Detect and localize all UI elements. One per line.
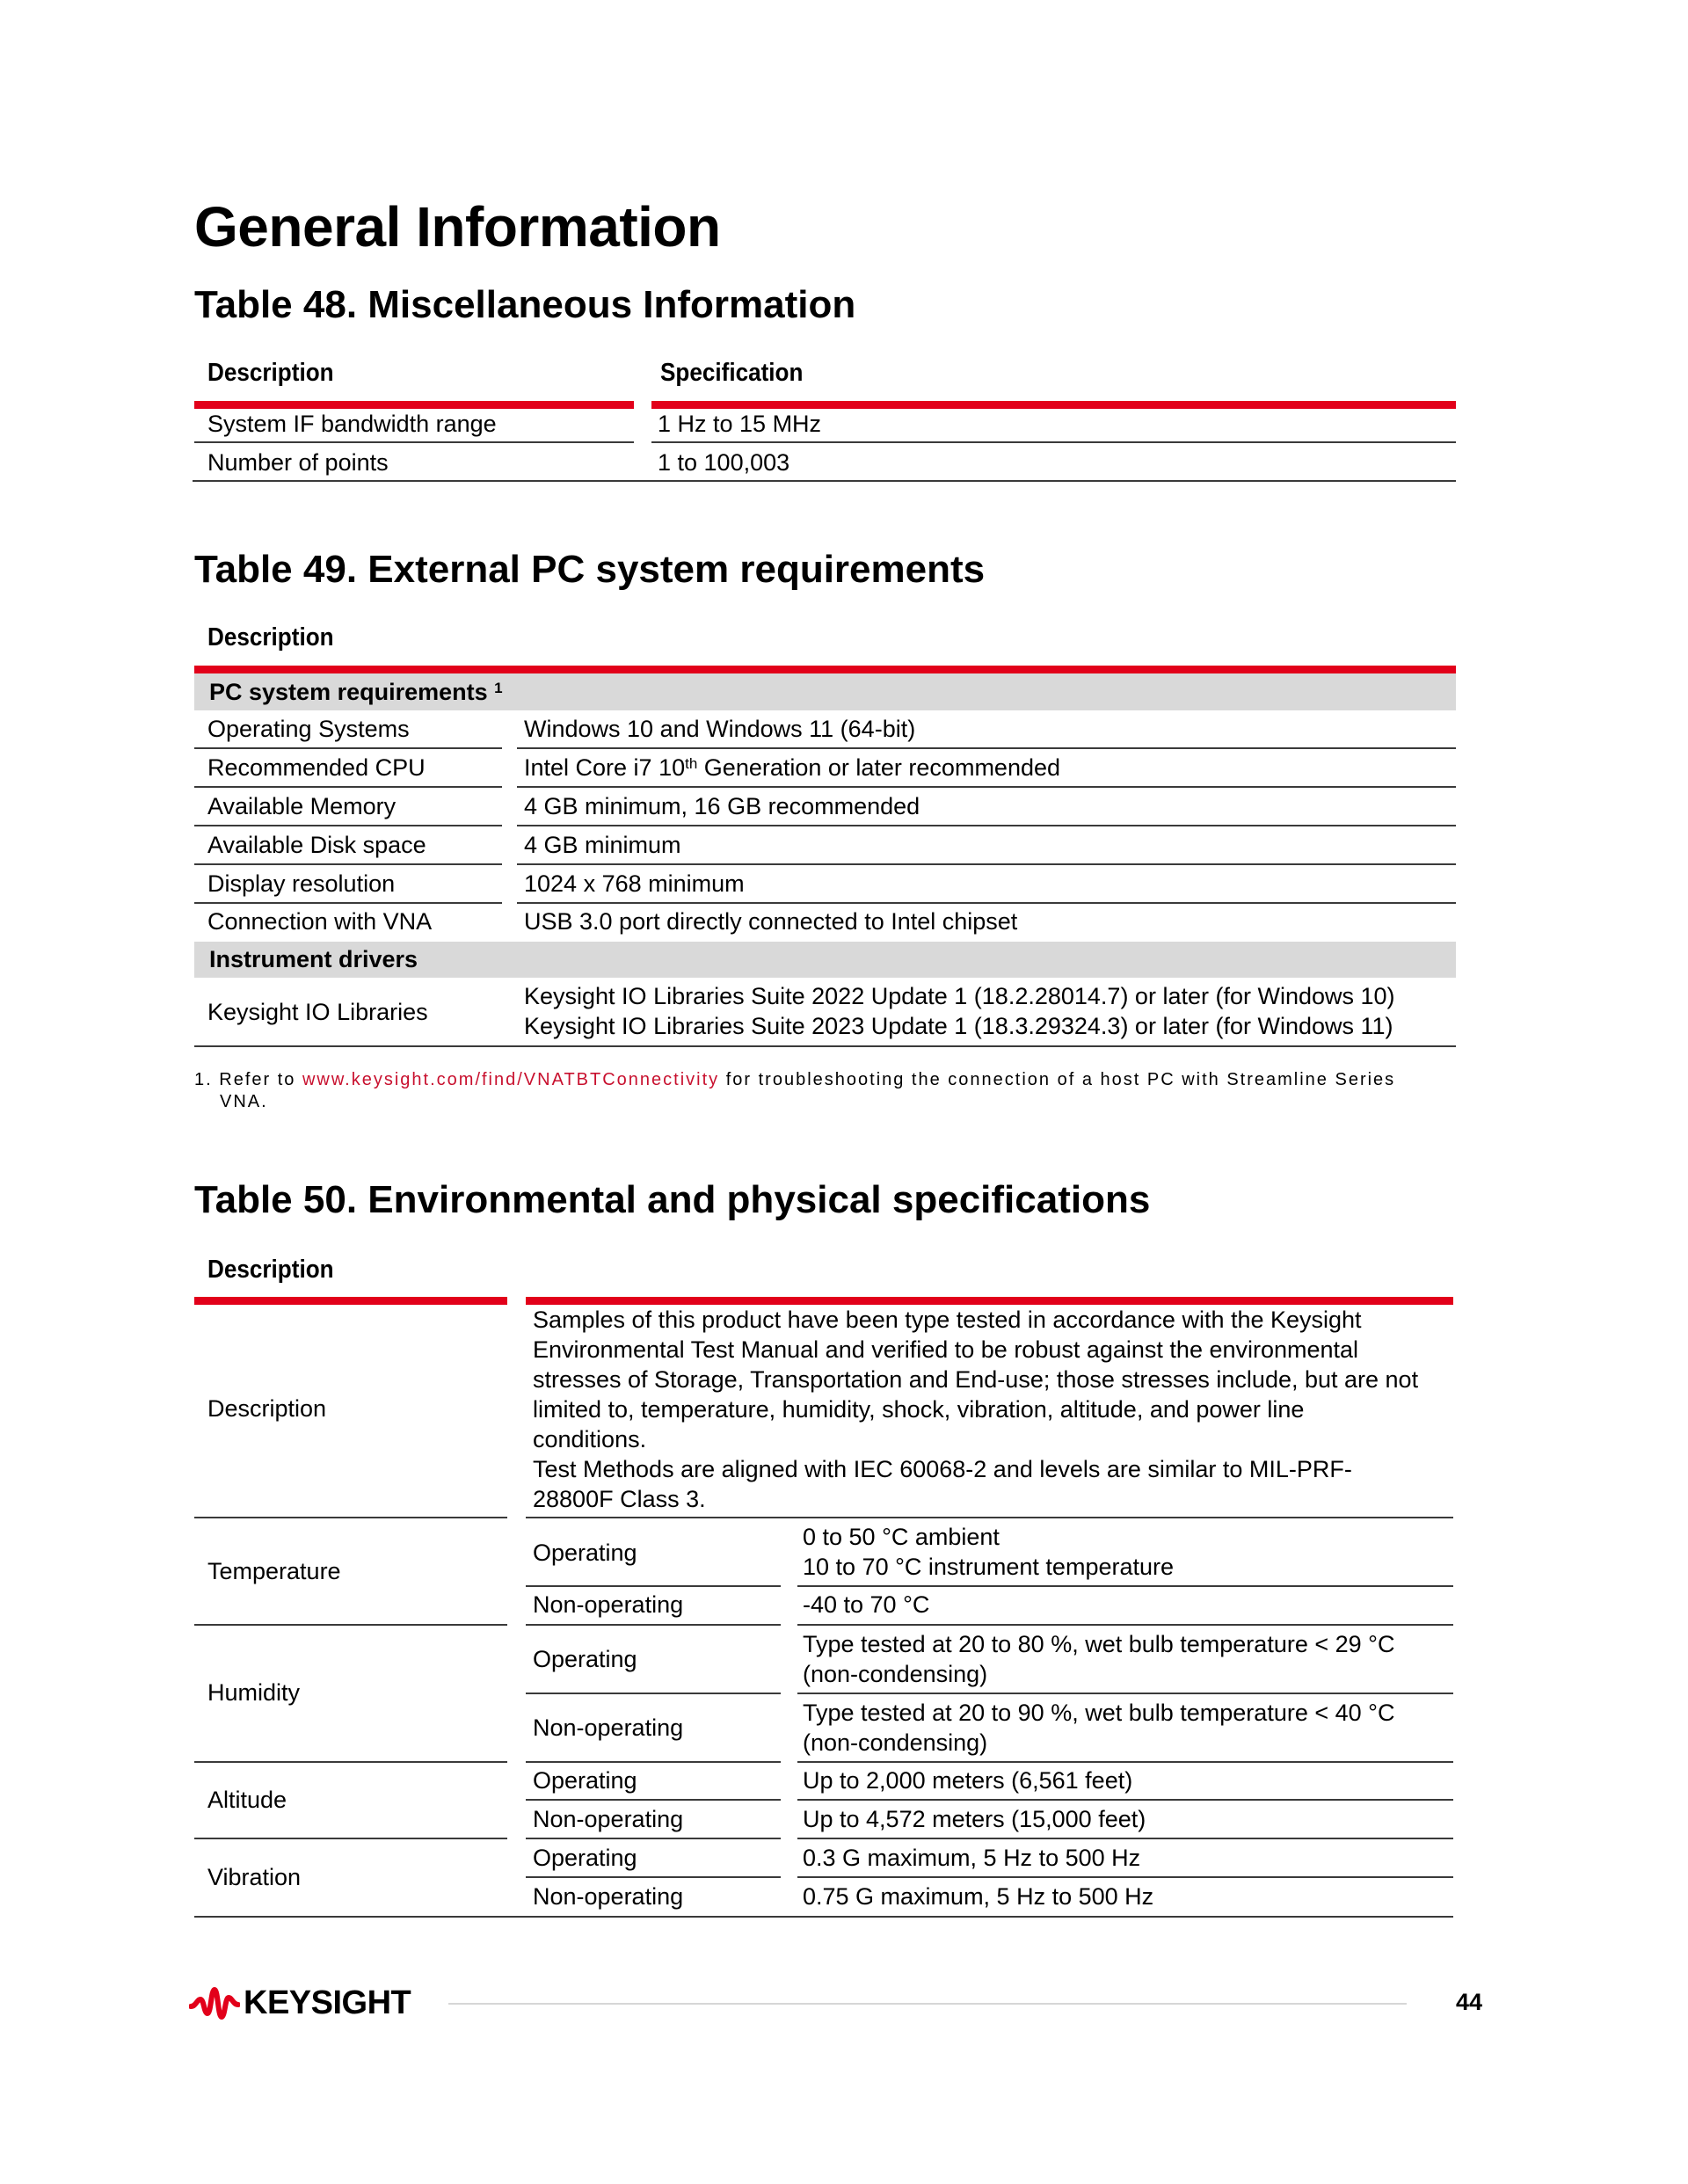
row-divider [194, 902, 502, 904]
condition-label: Non-operating [533, 1883, 684, 1910]
row-value: Windows 10 and Windows 11 (64-bit) [524, 716, 916, 742]
row-divider [194, 1761, 507, 1763]
group-label: Altitude [207, 1787, 287, 1813]
row-divider [194, 1517, 507, 1518]
footnote-link[interactable]: www.keysight.com/find/VNATBTConnectivity [302, 1070, 720, 1089]
footer-divider [448, 2003, 1407, 2005]
row-divider [194, 786, 502, 788]
row-divider [194, 441, 634, 443]
table-49-header-rule [194, 666, 1456, 673]
table-48-header-rule-2 [651, 401, 1456, 409]
row-divider [526, 1761, 781, 1763]
row-divider [526, 1517, 1453, 1518]
row-divider [797, 1838, 1453, 1839]
row-divider [194, 747, 502, 749]
spec-value-line: 0 to 50 °C ambient [803, 1524, 1000, 1550]
row-divider [526, 1799, 781, 1801]
row-value-line: Keysight IO Libraries Suite 2022 Update 1 (18.2.28014.7) or later (for Windows 10) [524, 983, 1395, 1009]
row-value [524, 753, 1060, 783]
table-48-header-specification: Specification [660, 359, 804, 387]
brand-wordmark: KEYSIGHT [244, 1984, 411, 2021]
value-text: Intel Core i7 10 [524, 754, 686, 781]
row-divider [517, 747, 1456, 749]
section-header-pc-system-requirements [194, 673, 1456, 710]
description-line: Samples of this product have been type tested in accordance with the Keysight [533, 1307, 1362, 1333]
spec-value-line: 0.75 G maximum, 5 Hz to 500 Hz [803, 1883, 1154, 1910]
row-divider [526, 1876, 781, 1878]
condition-label: Operating [533, 1767, 637, 1794]
table-48-cell-specification: 1 Hz to 15 MHz [658, 411, 822, 437]
description-line: Environmental Test Manual and verified to be robust against the environmental [533, 1336, 1359, 1363]
section-header-instrument-drivers [194, 942, 1456, 978]
row-label: Operating Systems [207, 716, 410, 742]
table-48-cell-description: Number of points [207, 449, 389, 476]
row-label: Keysight IO Libraries [207, 999, 428, 1025]
row-value: 4 GB minimum [524, 832, 681, 858]
spec-value-line: 0.3 G maximum, 5 Hz to 500 Hz [803, 1845, 1141, 1871]
condition-label: Operating [533, 1845, 637, 1871]
description-line: limited to, temperature, humidity, shock, vibration, altitude, and power line [533, 1396, 1305, 1423]
group-label: Humidity [207, 1679, 301, 1706]
row-divider [526, 1693, 781, 1694]
row-divider [526, 1838, 781, 1839]
page-number: 44 [1456, 1989, 1483, 2015]
row-divider [797, 1624, 1453, 1626]
page-title: General Information [194, 195, 721, 258]
table-50-header-rule-2 [526, 1297, 1453, 1305]
group-label: Temperature [207, 1558, 341, 1584]
table-48-title: Table 48. Miscellaneous Information [194, 283, 856, 326]
footnote-number: 1. [194, 1070, 213, 1089]
description-line: Test Methods are aligned with IEC 60068-2 and levels are similar to MIL-PRF- [533, 1456, 1352, 1482]
row-divider [797, 1799, 1453, 1801]
row-divider [517, 863, 1456, 865]
table-49-header-description: Description [207, 623, 334, 652]
footnote-continuation: VNA. [220, 1092, 268, 1111]
spec-value-line: (non-condensing) [803, 1661, 988, 1687]
spec-value-line: Up to 2,000 meters (6,561 feet) [803, 1767, 1133, 1794]
row-divider [194, 1838, 507, 1839]
footnote [194, 1069, 1395, 1091]
spec-value-line: Type tested at 20 to 90 %, wet bulb temperature < 40 °C [803, 1700, 1395, 1726]
row-divider [526, 1624, 781, 1626]
condition-label: Non-operating [533, 1714, 684, 1741]
spec-value-line: Up to 4,572 meters (15,000 feet) [803, 1806, 1146, 1832]
condition-label: Non-operating [533, 1591, 684, 1618]
keysight-wave-icon [189, 1987, 240, 2020]
table-bottom-rule [194, 1916, 1453, 1918]
row-divider [797, 1693, 1453, 1694]
table-bottom-rule [193, 480, 1456, 482]
section-label-text: PC system requirements [209, 679, 488, 705]
row-divider [517, 786, 1456, 788]
value-text: Generation or later recommended [697, 754, 1061, 781]
row-divider [517, 902, 1456, 904]
row-value-line: Keysight IO Libraries Suite 2023 Update 1 (18.3.29324.3) or later (for Windows 11) [524, 1013, 1393, 1039]
description-line: 28800F Class 3. [533, 1486, 706, 1512]
table-50-header-rule-1 [194, 1297, 507, 1305]
row-label: Available Memory [207, 793, 397, 819]
group-label: Vibration [207, 1864, 302, 1890]
row-value: 4 GB minimum, 16 GB recommended [524, 793, 920, 819]
footnote-text: for troubleshooting the connection of a host PC with Streamline Series [719, 1070, 1396, 1089]
table-48-header-description: Description [207, 359, 334, 387]
footnote-ref: 1 [494, 680, 503, 696]
table-50-header-description: Description [207, 1256, 334, 1284]
row-divider [194, 1624, 507, 1626]
spec-value-line: (non-condensing) [803, 1729, 988, 1756]
condition-label: Non-operating [533, 1806, 684, 1832]
keysight-logo [189, 1984, 409, 2022]
row-divider [526, 1585, 781, 1587]
section-label: Instrument drivers [209, 946, 418, 972]
spec-value-line: 10 to 70 °C instrument temperature [803, 1554, 1175, 1580]
row-value: 1024 x 768 minimum [524, 870, 745, 897]
ordinal-superscript: th [685, 755, 698, 772]
description-line: stresses of Storage, Transportation and End-use; those stresses include, but are not [533, 1366, 1419, 1393]
spec-value-line: Type tested at 20 to 80 %, wet bulb temperature < 29 °C [803, 1631, 1395, 1657]
row-divider [517, 825, 1456, 826]
row-value: USB 3.0 port directly connected to Intel chipset [524, 908, 1018, 935]
condition-label: Operating [533, 1646, 637, 1672]
row-divider [797, 1761, 1453, 1763]
row-label: Available Disk space [207, 832, 426, 858]
footnote-text: Refer to [219, 1070, 302, 1089]
description-line: conditions. [533, 1426, 647, 1452]
row-divider [797, 1585, 1453, 1587]
row-divider [797, 1876, 1453, 1878]
row-divider [194, 825, 502, 826]
table-48-header-rule-1 [194, 401, 634, 409]
row-label: Description [207, 1395, 327, 1422]
table-50-title: Table 50. Environmental and physical specifications [194, 1178, 1151, 1221]
condition-label: Operating [533, 1540, 637, 1566]
table-bottom-rule [194, 1045, 1456, 1047]
row-divider [651, 441, 1456, 443]
table-48-cell-specification: 1 to 100,003 [658, 449, 790, 476]
spec-value-line: -40 to 70 °C [803, 1591, 930, 1618]
row-label: Display resolution [207, 870, 396, 897]
table-48-cell-description: System IF bandwidth range [207, 411, 497, 437]
row-divider [194, 863, 502, 865]
table-49-title: Table 49. External PC system requirements [194, 548, 986, 591]
row-label: Connection with VNA [207, 908, 433, 935]
section-label [209, 677, 503, 707]
row-label: Recommended CPU [207, 754, 426, 781]
